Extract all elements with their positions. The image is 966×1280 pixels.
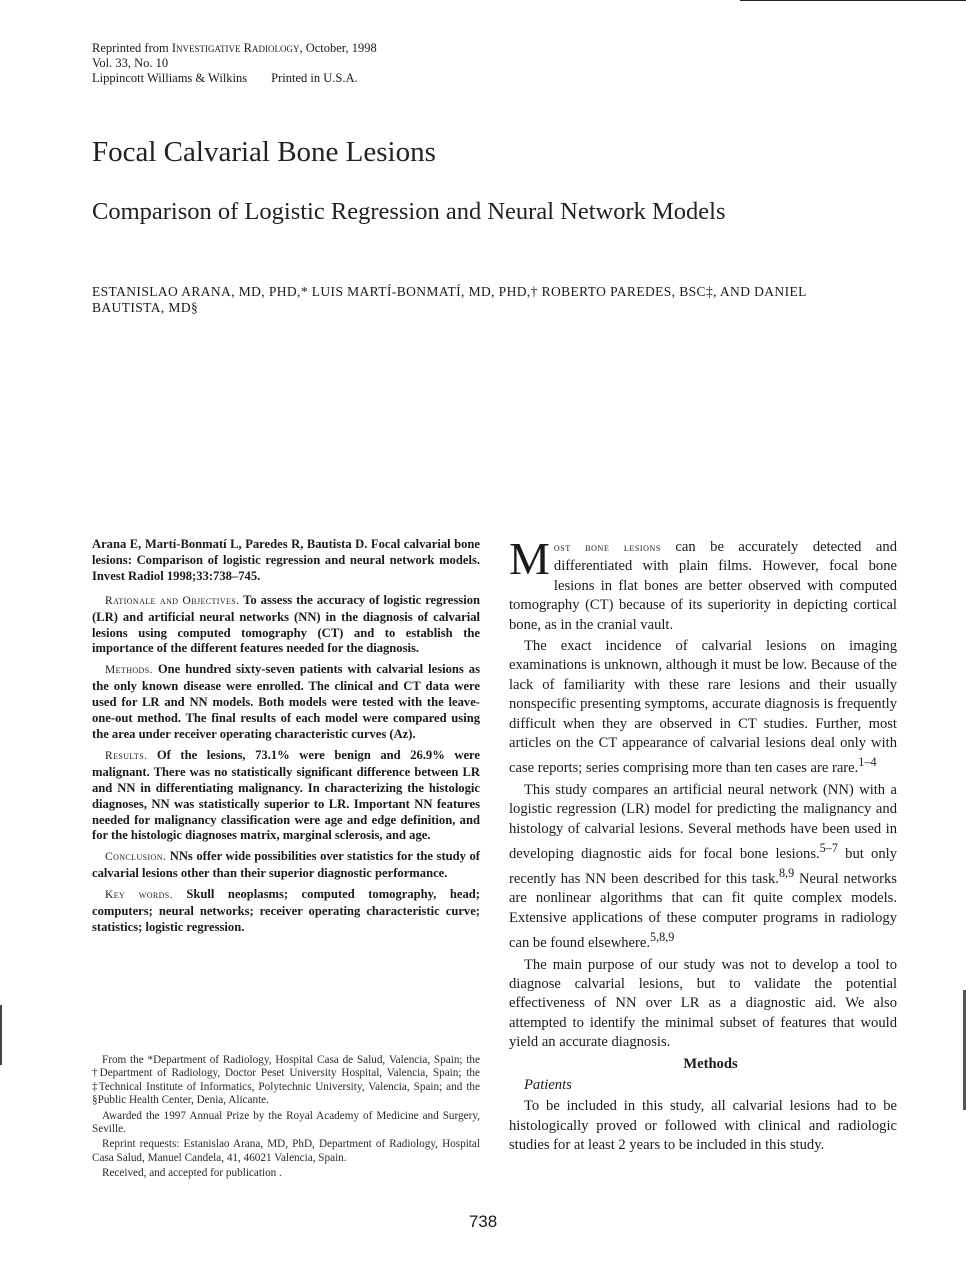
header-line-1: Reprinted from Investigative Radiology, October, 1998	[92, 41, 377, 55]
lead-smallcaps: ost bone lesions	[553, 540, 661, 554]
citation-superscript: 5–7	[819, 840, 838, 855]
section-label: Conclusion.	[105, 851, 167, 864]
printed-location: Printed in U.S.A.	[271, 71, 358, 85]
section-label: Rationale and Objectives.	[105, 594, 240, 607]
body-paragraph-5: To be included in this study, all calvarial lesions had to be histologically proved or followed with clinical and radiologic studies for at least 2 years to be included in this study.	[509, 1098, 897, 1154]
page-number: 738	[468, 1212, 498, 1231]
abstract-column	[92, 537, 480, 941]
body-paragraph-2: The exact incidence of calvarial lesions on imaging examinations is unknown, although it must be low. Because of the lack of familiarity with these rare lesions and their usually nonspecific presenting symptoms, accurate diagnosis is frequently difficult when they are observed in CT studies. Further, most articles on the CT appearance of calvarial lesions deal only with case reports; series comprising more than ten cases are rare.$^{1-4}$	[509, 638, 897, 777]
methods-heading: Methods	[683, 1055, 738, 1072]
scan-edge-mark	[0, 1005, 2, 1065]
footnote-affiliations: From the *Department of Radiology, Hospital Casa de Salud, Valencia, Spain; the †Department of Radiology, Doctor Peset University Hospital, Valencia, Spain; the ‡Technical Institute of Informatics, Polytechnic University, Valencia, Spain; and the §Public Health Center, Denia, Alicante.	[92, 1054, 480, 1107]
abstract-keywords: Key words. Skull neoplasms; computed tomography, head; computers; neural networks; receiver operating characteristic curve; statistics; logistic regression.	[92, 887, 480, 934]
author-list: ESTANISLAO ARANA, MD, PHD,* LUIS MARTÍ-BONMATÍ, MD, PHD,† ROBERTO PAREDES, BSC‡, AND DANIEL BAUTISTA, MD§	[92, 284, 807, 315]
section-label: Key words.	[105, 889, 173, 902]
drop-cap: M	[509, 533, 550, 584]
publisher: Lippincott Williams & Wilkins	[92, 71, 248, 85]
header-line-3	[92, 71, 377, 86]
abstract-results: Results. Of the lesions, 73.1% were benign and 26.9% were malignant. There was no statistically significant difference between LR and NN in differentiating malignancy. In characterizing the histologic diagnoses, NN was statistically superior to LR. Important NN features needed for malignancy classification were age and edge definition, and for the histologic diagnoses matrix, marginal sclerosis, and age.	[92, 747, 480, 843]
footnote-reprint: Reprint requests: Estanislao Arana, MD, PhD, Department of Radiology, Hospital Casa Salud, Manuel Candela, 41, 46021 Valencia, Spain.	[92, 1138, 480, 1164]
footnote-received: Received, and accepted for publication .	[102, 1167, 282, 1180]
abstract-rationale: Rationale and Objectives. To assess the accuracy of logistic regression (LR) and artificial neural networks (NN) in the diagnosis of calvarial lesions using computed tomography (CT) and to establish the importance of the different features needed for the diagnosis.	[92, 592, 480, 656]
footnotes	[92, 1054, 480, 1183]
top-rule	[740, 0, 966, 1]
abstract-conclusion: Conclusion. NNs offer wide possibilities over statistics for the study of calvarial lesions other than their superior diagnostic performance.	[92, 849, 480, 881]
citation-superscript: 5,8,9	[650, 930, 675, 945]
body-paragraph-1: Most bone lesions can be accurately detected and differentiated with plain films. However, focal bone lesions in flat bones are better observed with computed tomography (CT) because of its superiority in depicting cortical bone, as in the cranial vault.	[509, 533, 897, 633]
header-volume: Vol. 33, No. 10	[92, 56, 169, 70]
citation-superscript: 1–4	[858, 755, 877, 770]
journal-name: Investigative Radiology	[171, 41, 300, 55]
body-column	[509, 533, 898, 1158]
reprint-header	[92, 41, 377, 86]
article-subtitle: Comparison of Logistic Regression and Neural Network Models	[92, 198, 726, 225]
footnote-award: Awarded the 1997 Annual Prize by the Royal Academy of Medicine and Surgery, Seville.	[92, 1109, 480, 1136]
section-label: Results.	[105, 749, 148, 762]
body-paragraph-3: This study compares an artificial neural network (NN) with a logistic regression (LR) model for predicting the malignancy and histology of calvarial lesions. Several methods have been used in developing diagnostic aids for focal bone lesions.$^{5-7}$ but only recently has NN been described for this task.$^{8,9}$ Neural networks are nonlinear algorithms that can fit quite complex models. Extensive applications of these computer programs in radiology can be found elsewhere.$^{5,8,9}$	[509, 781, 898, 952]
abstract-methods: Methods. One hundred sixty-seven patients with calvarial lesions as the only known disease were enrolled. The clinical and CT data were used for LR and NN models. Both models were tested with the leave-one-out method. The final results of each model were compared using the area under receiver operating characteristic curves (Az).	[92, 662, 481, 741]
abstract-citation: Arana E, Martí-Bonmatí L, Paredes R, Bautista D. Focal calvarial bone lesions: Comparison of logistic regression and neural network models. Invest Radiol 1998;33:738–745.	[92, 537, 480, 583]
citation-superscript: 8,9	[778, 866, 795, 881]
body-paragraph-4: The main purpose of our study was not to develop a tool to diagnose calvarial lesions, but to validate the potential effectiveness of NN over LR as a diagnostic aid. We also attempted to identify the minimal subset of features that would yield an accurate diagnosis.	[509, 956, 897, 1051]
patients-heading: Patients	[524, 1077, 572, 1093]
section-label: Methods.	[105, 664, 153, 677]
abstract	[92, 537, 480, 936]
article-title: Focal Calvarial Bone Lesions	[92, 136, 436, 168]
